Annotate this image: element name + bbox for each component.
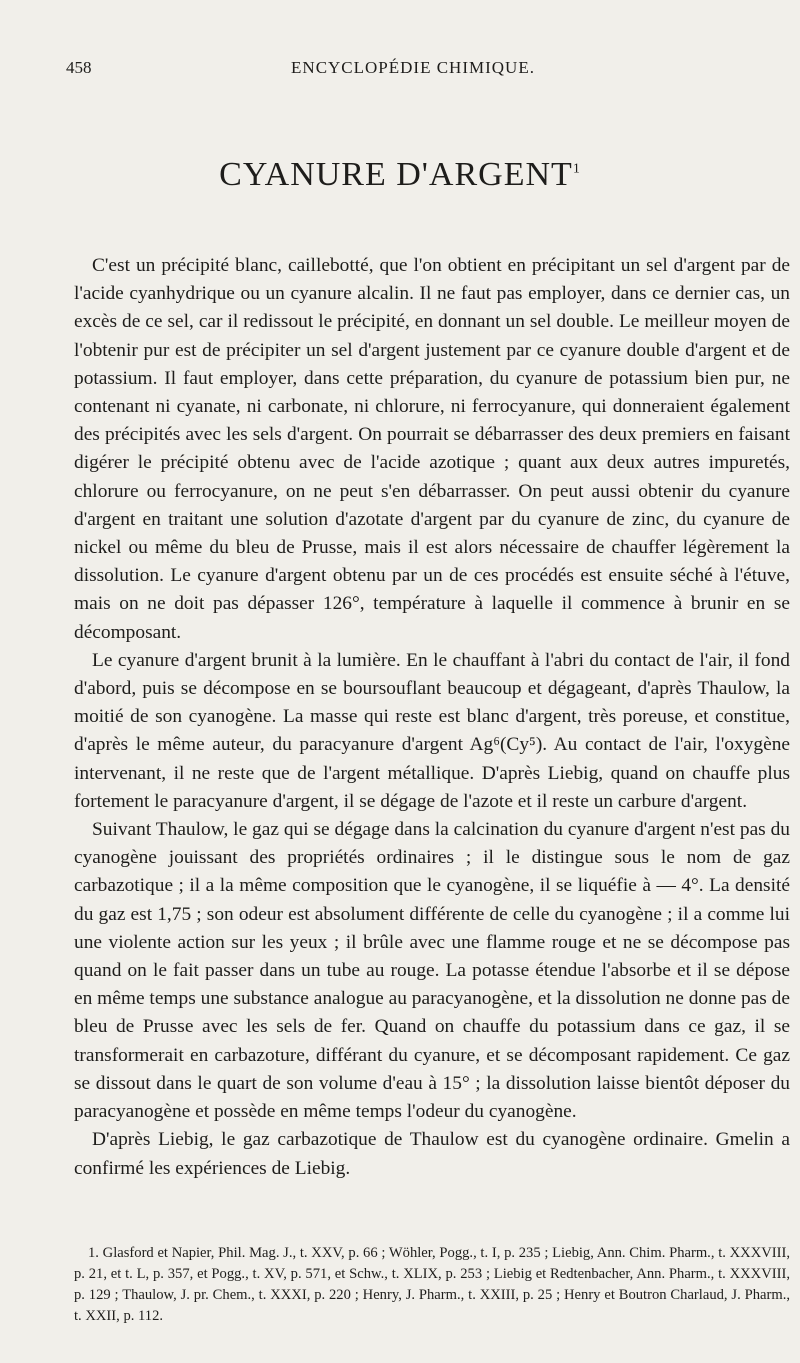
footnote-reference: 1 (572, 161, 581, 177)
page-number: 458 (66, 58, 92, 77)
paragraph-4: D'après Liebig, le gaz carbazotique de Thaulow est du cyanogène ordinaire. Gmelin a confirmé les expériences de Liebig. (74, 1129, 790, 1179)
footnote-1: 1. Glasford et Napier, Phil. Mag. J., t. XXV, p. 66 ; Wöhler, Pogg., t. I, p. 235 ; Liebig, Ann. Chim. Pharm., t. XXXVIII, p. 21, et t. L, p. 357, et Pogg., t. XV, p. 571, et Schw., t. XLIX, p. 253 ; Liebig et Redtenbacher, Ann. Pharm., t. XXXVIII, p. 129 ; Thaulow, J. pr. Chem., t. XXXI, p. 220 ; Henry, J. Pharm., t. XXIII, p. 25 ; Henry et Boutron Charlaud, J. Pharm., t. XXII, p. 112. (74, 1245, 790, 1324)
paragraph-2: Le cyanure d'argent brunit à la lumière. En le chauffant à l'abri du contact de l'air, il fond d'abord, puis se décompose en se boursouflant beaucoup et dégageant, d'après Thaulow, la moitié de son cyanogène. La masse qui reste est blanc d'argent, très poreuse, et constitue, d'après le même auteur, du paracyanure d'argent Ag⁶(Cy⁵). Au contact de l'air, l'oxygène intervenant, il ne reste que de l'argent métallique. D'après Liebig, quand on chauffe plus fortement le paracyanure d'argent, il se dégage de l'azote et il reste un carbure d'argent. (74, 649, 790, 812)
article-body (74, 252, 790, 1183)
article-title-text: CYANURE D'ARGENT (219, 156, 573, 193)
running-title: ENCYCLOPÉDIE CHIMIQUE. (291, 58, 535, 77)
paragraph-3: Suivant Thaulow, le gaz qui se dégage dans la calcination du cyanure d'argent n'est pas du cyanogène jouissant des propriétés ordinaires ; il le distingue sous le nom de gaz carbazotique ; il a la même composition que le cyanogène, il se liquéfie à — 4°. La densité du gaz est 1,75 ; son odeur est absolument différente de celle du cyanogène ; il a comme lui une violente action sur les yeux ; il brûle avec une flamme rouge et ne se décompose pas quand on le fait passer dans un tube au rouge. La potasse étendue l'absorbe et il se dépose en même temps une substance analogue au paracyanogène, et la dissolution ne donne pas de bleu de Prusse avec les sels de fer. Quand on chauffe du potassium dans ce gaz, il se transformerait en carbazoture, différant du cyanure, et se décomposant rapidement. Ce gaz se dissout dans le quart de son volume d'eau à 15° ; la dissolution laisse bientôt déposer du paracyanogène et possède en même temps l'odeur du cyanogène. (74, 819, 790, 1123)
footnotes (74, 1243, 790, 1327)
paragraph-1: C'est un précipité blanc, caillebotté, que l'on obtient en précipitant un sel d'argent par de l'acide cyanhydrique ou un cyanure alcalin. Il ne faut pas employer, dans ce dernier cas, un excès de ce sel, car il redissout le précipité, en donnant un sel double. Le meilleur moyen de l'obtenir pur est de précipiter un sel d'argent justement par ce cyanure double d'argent et de potassium. Il faut employer, dans cette préparation, du cyanure de potassium bien pur, ne contenant ni cyanate, ni carbonate, ni chlorure, ni ferrocyanure, qui donneraient également des précipités avec les sels d'argent. On pourrait se débarrasser des deux premiers en faisant digérer le précipité obtenu avec de l'acide azotique ; quant aux deux autres impuretés, chlorure ou ferrocyanure, on ne peut s'en débarrasser. On peut aussi obtenir du cyanure d'argent en traitant une solution d'azotate d'argent par du cyanure de zinc, du cyanure de nickel ou même du bleu de Prusse, mais il est alors nécessaire de chauffer légèrement la dissolution. Le cyanure d'argent obtenu par un de ces procédés est ensuite séché à l'étuve, mais on ne doit pas dépasser 126°, température à laquelle il commence à brunir en se décomposant. (74, 255, 790, 643)
article-title (0, 156, 800, 194)
running-header (66, 58, 760, 80)
